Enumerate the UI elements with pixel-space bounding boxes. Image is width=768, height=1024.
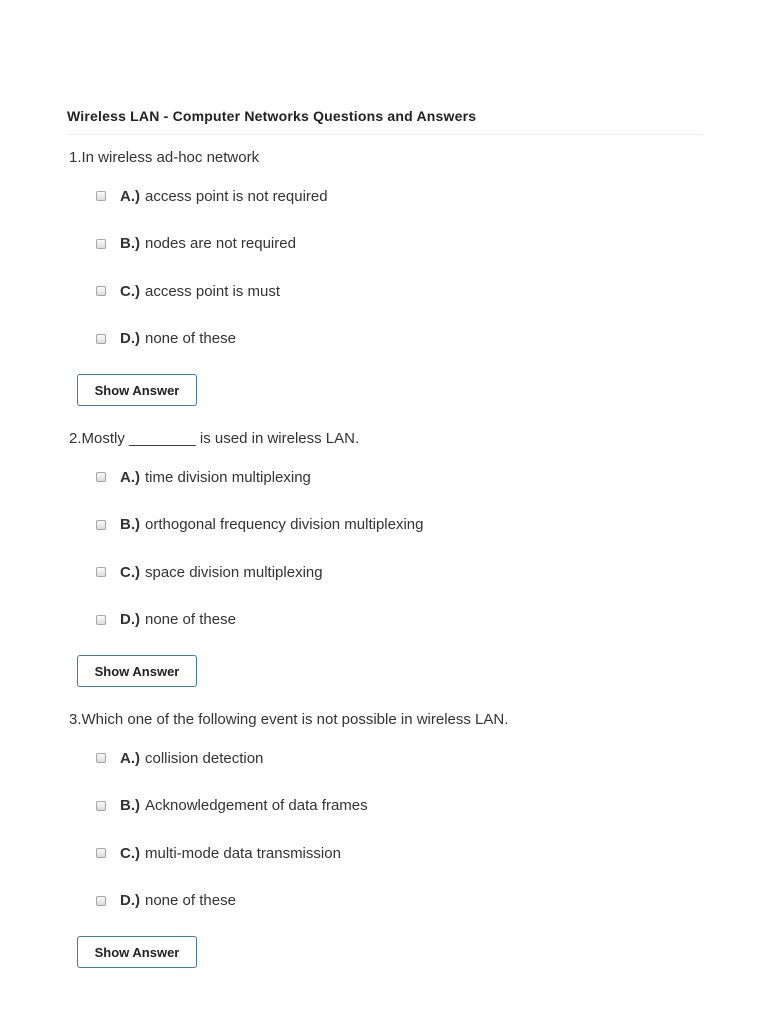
option-text: Acknowledgement of data frames — [145, 797, 368, 814]
option-d[interactable] — [69, 610, 709, 630]
option-letter: B.) — [120, 797, 140, 814]
checkbox[interactable] — [96, 191, 106, 201]
option-text: multi-mode data transmission — [145, 844, 341, 862]
checkbox[interactable] — [96, 472, 106, 482]
question-2 — [69, 429, 709, 657]
option-letter: C.) — [120, 844, 140, 862]
option-text: none of these — [145, 611, 236, 628]
options-list — [69, 186, 709, 349]
option-text: none of these — [145, 330, 236, 347]
checkbox[interactable] — [96, 334, 106, 344]
page-title: Wireless LAN - Computer Networks Questions and Answers — [67, 108, 703, 135]
checkbox[interactable] — [96, 848, 106, 858]
option-text: time division multiplexing — [145, 468, 311, 486]
option-text: space division multiplexing — [145, 563, 323, 581]
option-b[interactable] — [69, 234, 709, 254]
checkbox[interactable] — [96, 286, 106, 296]
checkbox[interactable] — [96, 753, 106, 763]
option-text: nodes are not required — [145, 235, 296, 252]
option-text: none of these — [145, 892, 236, 909]
checkbox[interactable] — [96, 520, 106, 530]
option-c[interactable] — [69, 562, 709, 582]
option-letter: D.) — [120, 611, 140, 628]
option-letter: D.) — [120, 330, 140, 347]
option-b[interactable] — [69, 796, 709, 816]
option-letter: C.) — [120, 563, 140, 581]
checkbox[interactable] — [96, 567, 106, 577]
question-1 — [69, 148, 709, 376]
option-c[interactable] — [69, 843, 709, 863]
checkbox[interactable] — [96, 239, 106, 249]
option-letter: B.) — [120, 235, 140, 252]
option-a[interactable] — [69, 467, 709, 487]
option-d[interactable] — [69, 891, 709, 911]
option-letter: D.) — [120, 892, 140, 909]
option-letter: B.) — [120, 516, 140, 533]
option-text: collision detection — [145, 749, 264, 767]
question-text: 3.Which one of the following event is not possible in wireless LAN. — [69, 711, 509, 728]
checkbox[interactable] — [96, 896, 106, 906]
question-text: 2.Mostly ________ is used in wireless LAN. — [69, 430, 360, 447]
option-letter: A.) — [120, 187, 140, 205]
question-text: 1.In wireless ad-hoc network — [69, 149, 260, 166]
options-list — [69, 748, 709, 911]
option-text: access point is not required — [145, 187, 328, 205]
option-a[interactable] — [69, 748, 709, 768]
option-b[interactable] — [69, 515, 709, 535]
options-list — [69, 467, 709, 630]
show-answer-button[interactable]: Show Answer — [77, 374, 197, 406]
show-answer-button[interactable]: Show Answer — [77, 655, 197, 687]
option-text: orthogonal frequency division multiplexing — [145, 516, 424, 533]
checkbox[interactable] — [96, 801, 106, 811]
option-text: access point is must — [145, 282, 281, 300]
option-c[interactable] — [69, 281, 709, 301]
option-letter: A.) — [120, 749, 140, 767]
checkbox[interactable] — [96, 615, 106, 625]
show-answer-button[interactable]: Show Answer — [77, 936, 197, 968]
option-a[interactable] — [69, 186, 709, 206]
option-letter: A.) — [120, 468, 140, 486]
question-3 — [69, 710, 709, 938]
option-d[interactable] — [69, 329, 709, 349]
option-letter: C.) — [120, 282, 140, 300]
